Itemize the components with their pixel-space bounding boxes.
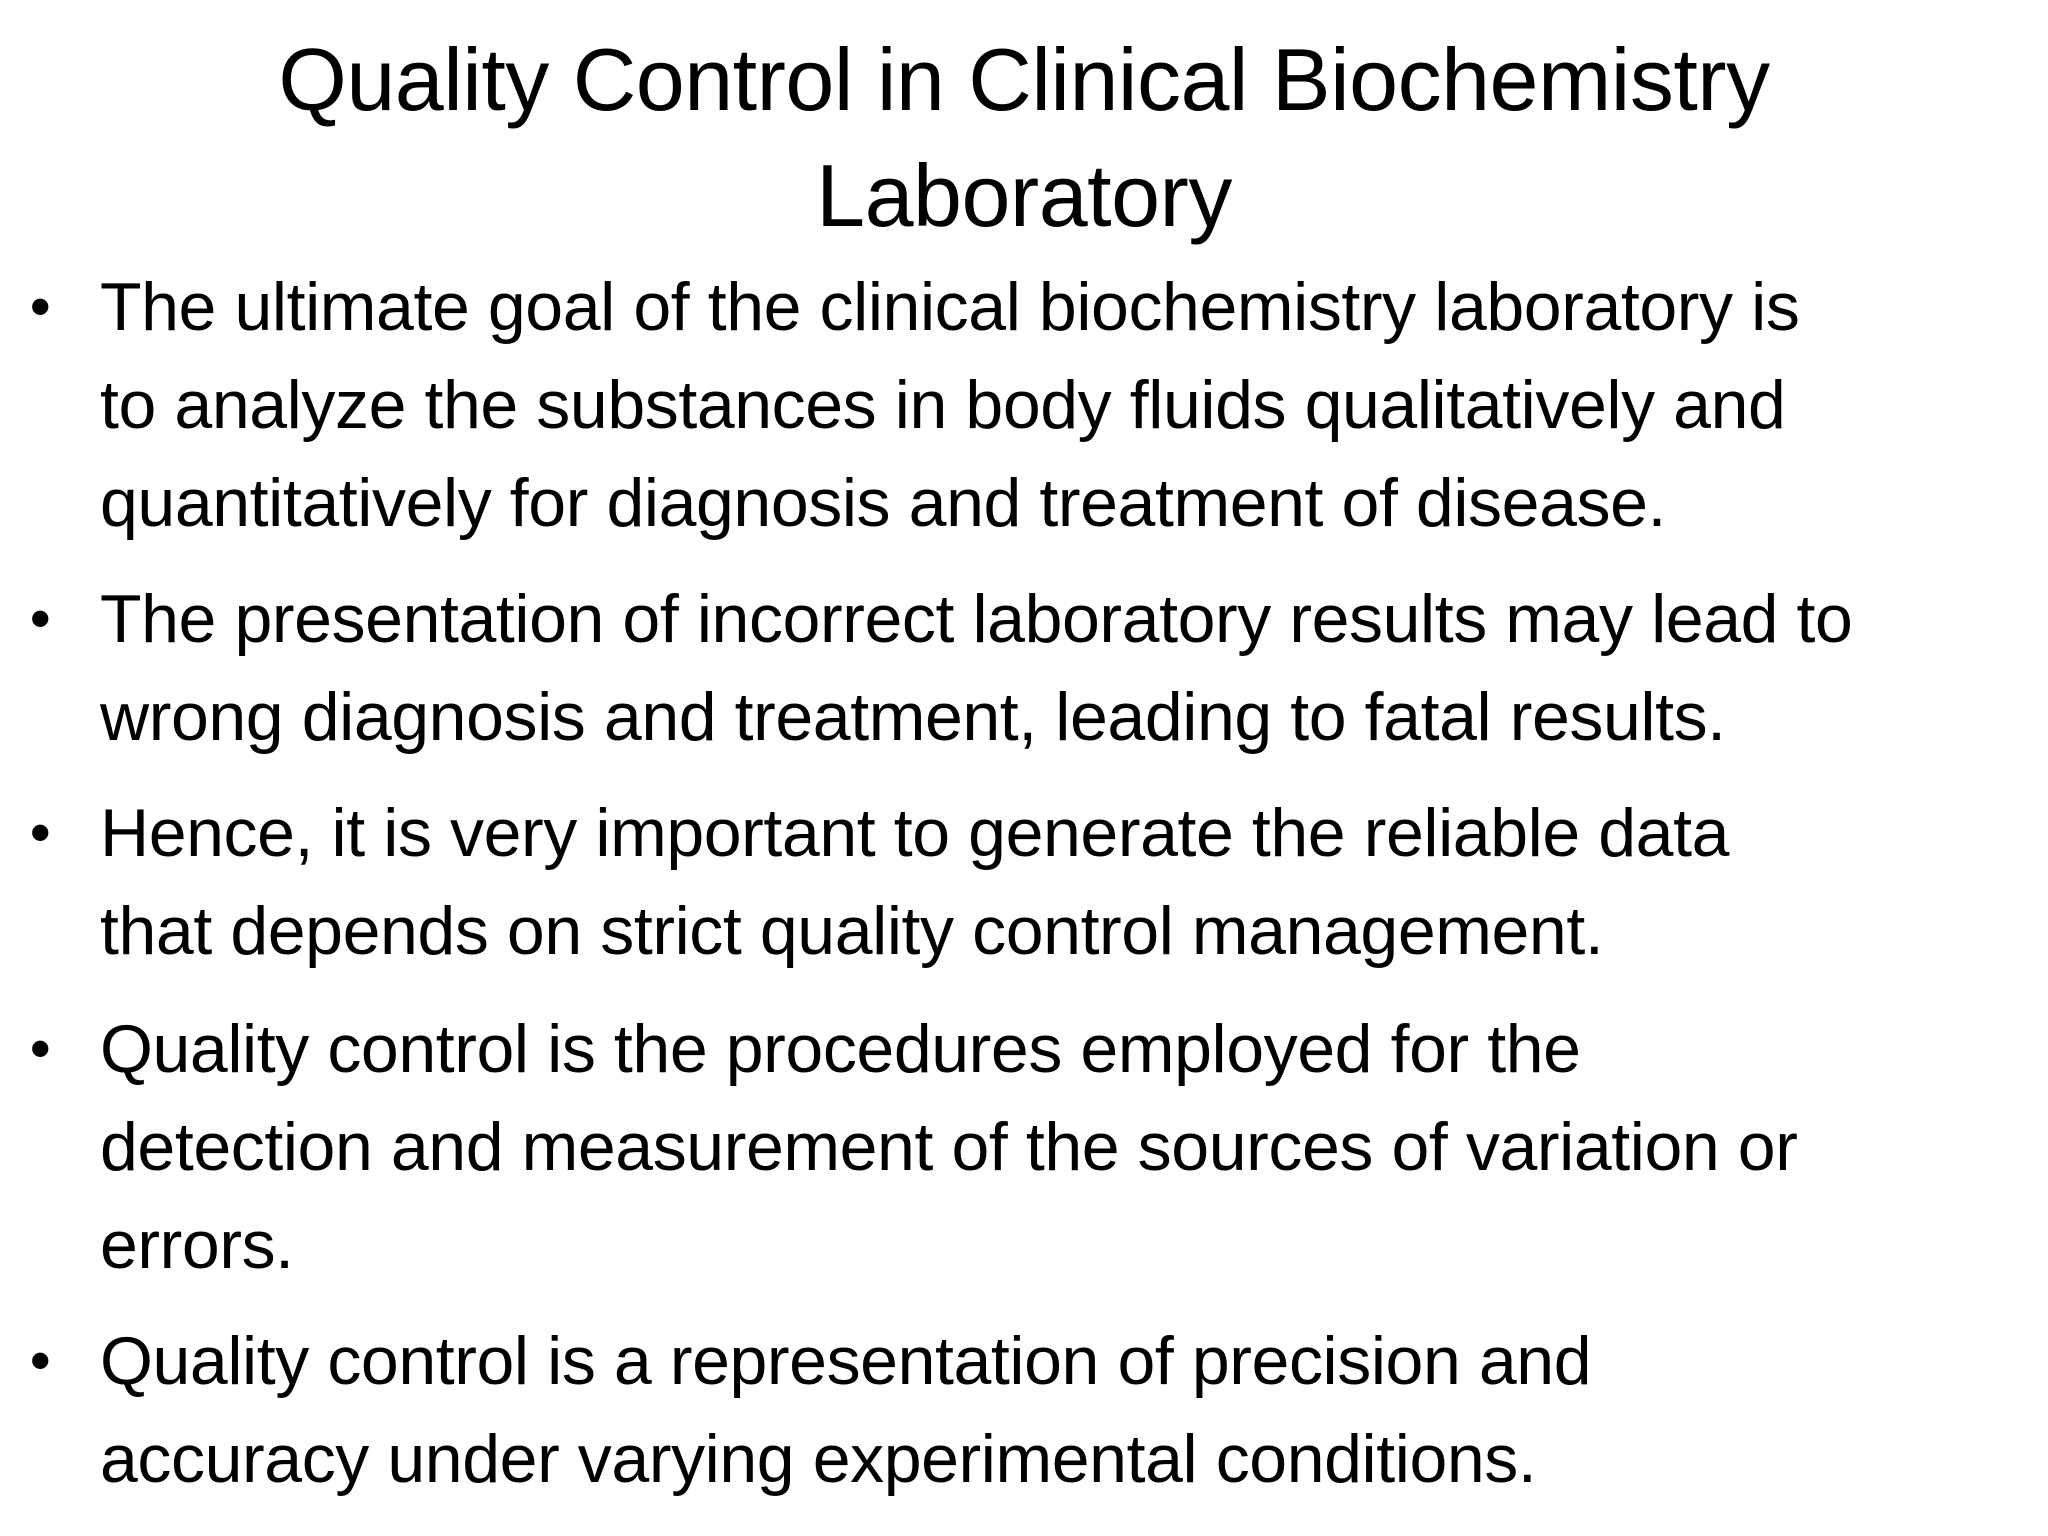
bullet-marker: • [29,585,51,652]
bullet-marker: • [29,1327,51,1394]
bullet-line: quantitatively for diagnosis and treatment of disease. [100,465,1667,541]
bullet-line: Hence, it is very important to generate the reliable data [100,795,1729,871]
bullet-line: detection and measurement of the sources of variation or [100,1109,1798,1185]
bullet-line: accuracy under varying experimental conditions. [100,1421,1537,1497]
bullet-line: The presentation of incorrect laboratory results may lead to [100,581,1853,657]
bullet-item [16,1312,2036,1508]
bullet-marker: • [29,799,51,866]
bullet-line: The ultimate goal of the clinical biochemistry laboratory is [100,269,1800,345]
bullet-item [16,1000,2036,1294]
bullet-line: to analyze the substances in body fluids qualitatively and [100,367,1786,443]
bullet-line: errors. [100,1207,294,1283]
bullet-text [100,1000,2036,1294]
bullet-line: Quality control is the procedures employed for the [100,1011,1581,1087]
bullet-line: that depends on strict quality control management. [100,893,1604,969]
bullet-line: Quality control is a representation of precision and [100,1323,1592,1399]
bullet-item [16,570,2036,766]
slide-title [120,22,1928,254]
bullet-marker: • [29,1015,51,1082]
bullet-marker: • [29,273,51,340]
bullet-item [16,784,2036,980]
bullet-list [16,258,2036,1526]
bullet-text [100,1312,2036,1508]
bullet-text [100,784,2036,980]
title-line-1: Quality Control in Clinical Biochemistry [278,30,1770,129]
bullet-item [16,258,2036,552]
bullet-text [100,570,2036,766]
title-line-2: Laboratory [816,146,1232,245]
bullet-line: wrong diagnosis and treatment, leading to fatal results. [100,679,1726,755]
bullet-text [100,258,2036,552]
